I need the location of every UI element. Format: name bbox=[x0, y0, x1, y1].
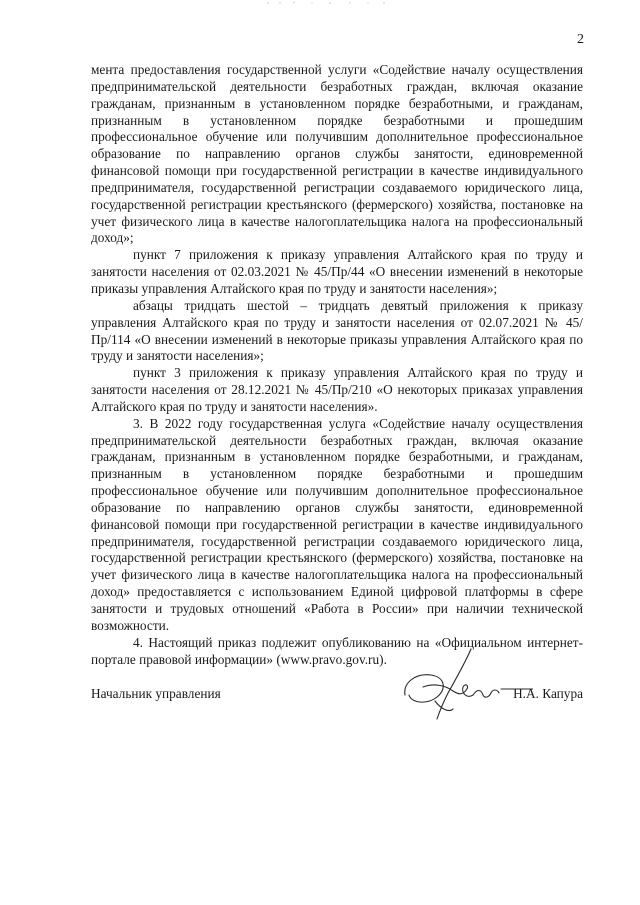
scan-artifact-dots bbox=[260, 0, 400, 6]
signature-block bbox=[91, 680, 583, 740]
document-body bbox=[91, 62, 583, 668]
paragraph-item-abzacy: абзацы тридцать шестой – тридцать девятый приложения к приказу управления Алтайского края по труду и занятости населения от 02.07.2021 № 45/Пр/114 «О внесении изменений в некоторые приказы управления Алтайского края по труду и занятости населения»; bbox=[91, 297, 583, 364]
page-number: 2 bbox=[577, 32, 584, 47]
handwritten-signature bbox=[393, 643, 533, 723]
signatory-name: Н.А. Капура bbox=[513, 686, 583, 701]
paragraph-item-3: пункт 3 приложения к приказу управления Алтайского края по труду и занятости населения от 28.12.2021 № 45/Пр/210 «О некоторых приказах управления Алтайского края по труду и занятости населения». bbox=[91, 365, 583, 414]
paragraph-continuation: мента предоставления государственной услуги «Содействие началу осуществления предпринимательской деятельности безработных граждан, включая оказание гражданам, признанным в установленном порядке безработными, и гражданам, признанным в установленном порядке безработными и прошедшим профессиональное обучение или получившим дополнительное профессиональное образование по направлению органов службы занятости, единовременной финансовой помощи при государственной регистрации в качестве индивидуального предпринимателя, государственной регистрации создаваемого юридического лица, государственной регистрации крестьянского (фермерского) хозяйства, постановке на учет физического лица в качестве налогоплательщика налога на профессиональный доход»; bbox=[91, 62, 583, 246]
signatory-role: Начальник управления bbox=[91, 686, 221, 701]
paragraph-item-7: пункт 7 приложения к приказу управления Алтайского края по труду и занятости населения от 02.03.2021 № 45/Пр/44 «О внесении изменений в некоторые приказы управления Алтайского края по труду и занятости населения»; bbox=[91, 247, 583, 296]
paragraph-clause-3: 3. В 2022 году государственная услуга «Содействие началу осуществления предпринимательской деятельности безработных граждан, включая оказание гражданам, признанным в установленном порядке безработными, и гражданам, признанным в установленном порядке безработными и прошедшим профессиональное обучение или получившим дополнительное профессиональное образование по направлению органов службы занятости, единовременной финансовой помощи при государственной регистрации в качестве индивидуального предпринимателя, государственной регистрации создаваемого юридического лица, государственной регистрации крестьянского (фермерского) хозяйства, постановке на учет физического лица в качестве налогоплательщика налога на профессиональный доход» предоставляется с использованием Единой цифровой платформы в сфере занятости и трудовых отношений «Работа в России» при наличии технической возможности. bbox=[91, 415, 583, 633]
paragraph-clause-4: 4. Настоящий приказ подлежит опубликованию на «Официальном интернет-портале правовой информации» (www.pravo.gov.ru). bbox=[91, 634, 583, 667]
